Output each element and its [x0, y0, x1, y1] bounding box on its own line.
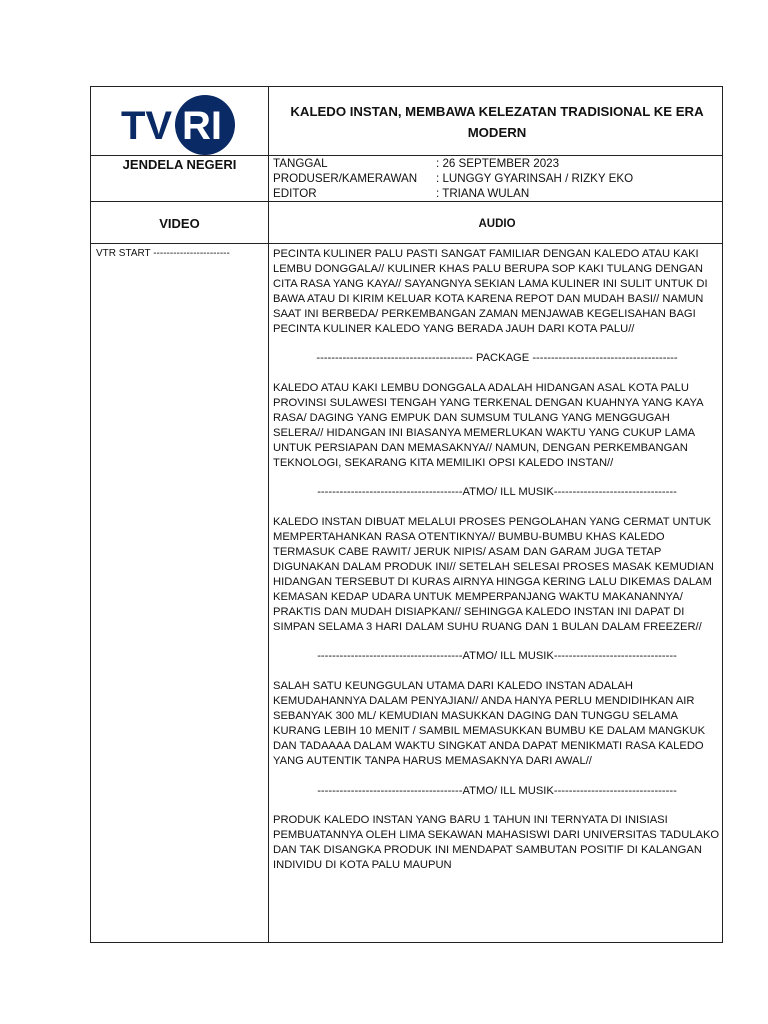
divider [91, 243, 722, 244]
meta-value: : LUNGGY GYARINSAH / RIZKY EKO [436, 172, 634, 185]
script-table [90, 86, 723, 943]
meta-row-date [273, 156, 633, 171]
meta-key: TANGGAL [273, 157, 328, 170]
segment-separator: ---------------------------------------ATMO/ ILL MUSIK--------------------------------- [317, 650, 677, 663]
meta-value: : 26 SEPTEMBER 2023 [436, 157, 560, 170]
segment-separator: ---------------------------------------ATMO/ ILL MUSIK--------------------------------- [317, 784, 677, 797]
tvri-logo [119, 93, 239, 157]
meta-value: : TRIANA WULAN [436, 187, 530, 200]
script-paragraph: PRODUK KALEDO INSTAN YANG BARU 1 TAHUN INI TERNYATA DI INISIASI PEMBUATANNYA OLEH LIMA SEKAWAN MAHASISWI DARI UNIVERSITAS TADULAKO DAN TAK DISANGKA PRODUK INI MENDAPAT SAMBUTAN POSITIF DI KALANGAN INDIVIDU DI KOTA PALU MAUPUN [273, 814, 720, 872]
script-paragraph: KALEDO ATAU KAKI LEMBU DONGGALA ADALAH HIDANGAN ASAL KOTA PALU PROVINSI SULAWESI TENGAH YANG TERKENAL DENGAN KUAHNYA YANG KAYA RASA/ DAGING YANG EMPUK DAN SUMSUM TULANG YANG MENGGUGAH SELERA// HIDANGAN INI BIASANYA MEMERLUKAN WAKTU YANG CUKUP LAMA UNTUK PERSIAPAN DAN MEMASAKNYA// NAMUN, DENGAN PERKEMBANGAN TEKNOLOGI, SEKARANG KITA MEMILIKI OPSI KALEDO INSTAN// [273, 382, 704, 469]
divider [91, 201, 722, 202]
metadata-block [273, 156, 633, 201]
video-cue: VTR START ----------------------- [96, 248, 230, 259]
script-paragraph: KALEDO INSTAN DIBUAT MELALUI PROSES PENGOLAHAN YANG CERMAT UNTUK MEMPERTAHANKAN RASA OTENTIKNYA// BUMBU-BUMBU KHAS KALEDO TERMASUK CABE RAWIT/ JERUK NIPIS/ ASAM DAN GARAM JUGA TETAP DIGUNAKAN DALAM PRODUK INI// SETELAH SELESAI PROSES MASAK KEMUDIAN HIDANGAN TERSEBUT DI KURAS AIRNYA HINGGA KERING LALU DIKEMAS DALAM KEMASAN KEDAP UDARA UNTUK MEMPERPANJANG WAKTU MAKANANNYA/ PRAKTIS DAN MUDAH DISIAPKAN// SEHINGGA KALEDO INSTAN INI DAPAT DI SIMPAN SELAMA 3 HARI DALAM SUHU RUANG DAN 1 BULAN DALAM FREEZER// [273, 516, 714, 633]
script-paragraph: SALAH SATU KEUNGGULAN UTAMA DARI KALEDO INSTAN ADALAH KEMUDAHANNYA DALAM PENYAJIAN// ANDA HANYA PERLU MENDIDIHKAN AIR SEBANYAK 300 ML/ KEMUDIAN MASUKKAN DAGING DAN TUNGGU SELAMA KURANG LEBIH 10 MENIT / SAMBIL MEMASUKKAN BUMBU KE DALAM MANGKUK DAN TADAAAA DALAM WAKTU SINGKAT ANDA DAPAT MENIKMATI RASA KALEDO YANG AUTENTIK TANPA HARUS MEMASAKNYA DARI AWAL// [273, 680, 706, 767]
page-title: KALEDO INSTAN, MEMBAWA KELEZATAN TRADISIONAL KE ERA MODERN [290, 104, 704, 140]
svg-text:TV: TV [121, 104, 173, 148]
meta-row-editor [273, 186, 633, 201]
meta-row-producer [273, 171, 633, 186]
script-paragraph: PECINTA KULINER PALU PASTI SANGAT FAMILIAR DENGAN KALEDO ATAU KAKI LEMBU DONGGALA// KULINER KHAS PALU BERUPA SOP KAKI TULANG DENGAN CITA RASA YANG KAYA// SAYANGNYA SEKIAN LAMA KULINER INI SULIT UNTUK DI BAWA ATAU DI KIRIM KELUAR KOTA KARENA REPOT DAN MUDAH BASI// NAMUN SAAT INI BERBEDA/ PERKEMBANGAN ZAMAN MENJAWAB KEGELISAHAN BAGI PECINTA KULINER KALEDO YANG BERADA JAUH DARI KOTA PALU// [273, 248, 708, 335]
column-divider [268, 87, 269, 942]
video-column-header: VIDEO [159, 216, 200, 231]
segment-separator: ---------------------------------------ATMO/ ILL MUSIK--------------------------------- [317, 486, 677, 499]
meta-key: PRODUSER/KAMERAWAN [273, 172, 418, 185]
audio-script [273, 247, 721, 888]
svg-text:RI: RI [182, 104, 222, 148]
audio-column-header: AUDIO [478, 218, 516, 230]
program-name: JENDELA NEGERI [122, 157, 237, 172]
segment-separator: ------------------------------------------ PACKAGE --------------------------------------- [316, 352, 678, 365]
meta-key: EDITOR [273, 187, 317, 200]
